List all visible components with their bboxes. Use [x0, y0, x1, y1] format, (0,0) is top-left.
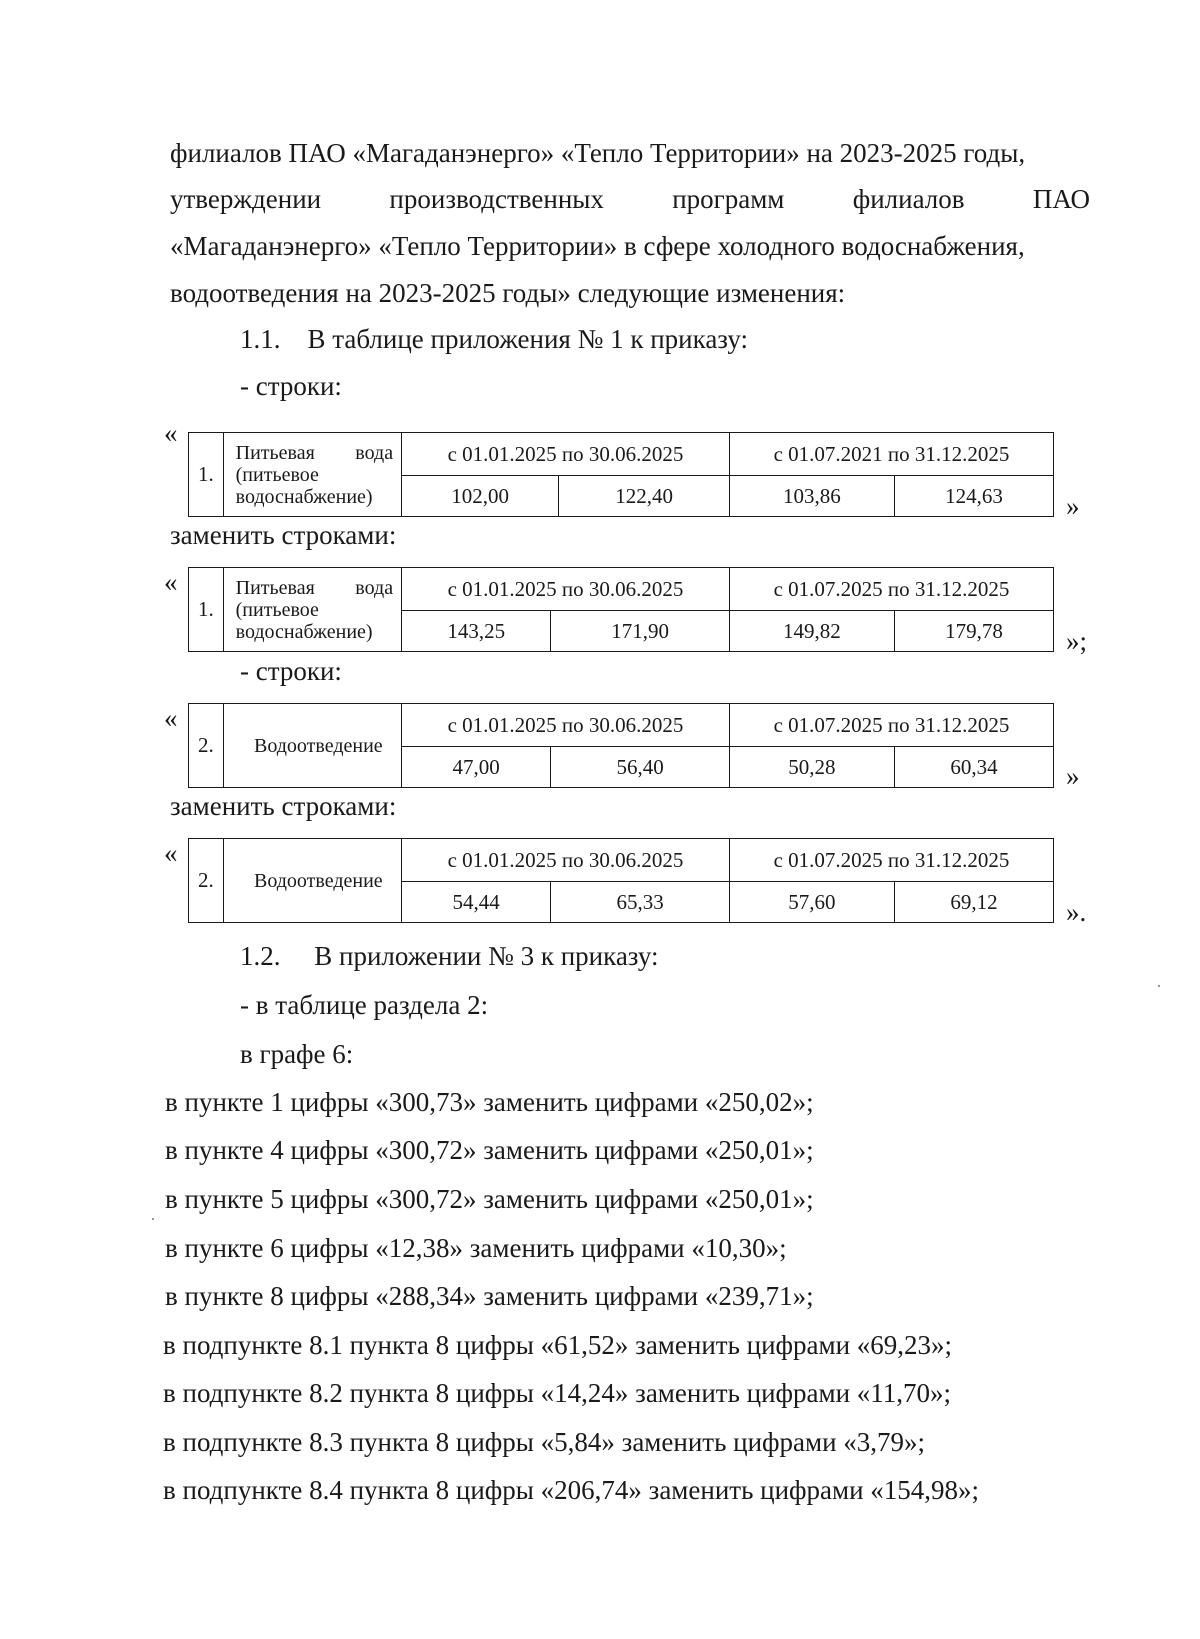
- tariff-value: 171,90: [551, 611, 730, 652]
- tariff-value: 57,60: [729, 882, 894, 923]
- period-header: с 01.01.2025 по 30.06.2025: [402, 704, 730, 747]
- intro-word: производственных: [389, 184, 604, 214]
- close-quote: »;: [1066, 626, 1088, 656]
- tariff-value: 122,40: [559, 476, 730, 517]
- period-header: с 01.07.2025 по 31.12.2025: [729, 568, 1053, 611]
- intro-word: утверждении: [170, 184, 322, 214]
- change-line: в подпункте 8.2 пункта 8 цифры «14,24» заменить цифрами «11,70»;: [163, 1378, 952, 1408]
- period-header: с 01.01.2025 по 30.06.2025: [402, 839, 730, 882]
- change-line: в подпункте 8.3 пункта 8 цифры «5,84» заменить цифрами «3,79»;: [163, 1427, 926, 1457]
- open-quote: «: [164, 418, 178, 448]
- close-quote: ».: [1066, 897, 1087, 927]
- section-line: - в таблице раздела 2:: [240, 990, 489, 1020]
- period-header: с 01.07.2021 по 31.12.2025: [729, 433, 1053, 476]
- column-line: в графе 6:: [240, 1039, 354, 1069]
- service-name: Водоотведение: [223, 839, 401, 923]
- open-quote: «: [164, 838, 178, 868]
- change-line: в пункте 4 цифры «300,72» заменить цифрами «250,01»;: [165, 1135, 814, 1165]
- period-header: с 01.01.2025 по 30.06.2025: [402, 433, 730, 476]
- tariff-value: 47,00: [402, 747, 551, 788]
- tariff-value: 149,82: [729, 611, 894, 652]
- tariff-table-2: [188, 567, 1054, 652]
- name-word: Питьевая: [235, 441, 315, 464]
- tariff-table-3: [188, 703, 1054, 788]
- row-number: 2.: [189, 839, 224, 923]
- intro-word: ПАО: [1032, 184, 1090, 214]
- tariff-value: 65,33: [551, 882, 730, 923]
- close-quote: »: [1066, 761, 1080, 791]
- intro-line-1: филиалов ПАО «Магаданэнерго» «Тепло Территории» на 2023-2025 годы,: [170, 138, 1026, 168]
- lines-label-2: - строки:: [240, 656, 342, 686]
- name-line: водоснабжение): [235, 620, 373, 643]
- lines-label-1: - строки:: [240, 371, 342, 401]
- change-line: в пункте 8 цифры «288,34» заменить цифрами «239,71»;: [165, 1281, 814, 1311]
- period-header: с 01.01.2025 по 30.06.2025: [402, 568, 730, 611]
- change-line: в пункте 1 цифры «300,73» заменить цифрами «250,02»;: [165, 1087, 814, 1117]
- tariff-table-4: [188, 838, 1054, 923]
- intro-word: программ: [672, 184, 785, 214]
- intro-line-4: водоотведения на 2023-2025 годы» следующие изменения:: [170, 278, 846, 308]
- intro-line-3: «Магаданэнерго» «Тепло Территории» в сфере холодного водоснабжения,: [170, 231, 1025, 261]
- change-line: в пункте 6 цифры «12,38» заменить цифрами «10,30»;: [165, 1233, 787, 1263]
- change-line: в пункте 5 цифры «300,72» заменить цифрами «250,01»;: [165, 1184, 814, 1214]
- service-name: [223, 568, 401, 652]
- tariff-value: 103,86: [729, 476, 894, 517]
- tariff-value: 54,44: [402, 882, 551, 923]
- open-quote: «: [164, 567, 178, 597]
- tariff-value: 60,34: [894, 747, 1053, 788]
- name-word: вода: [355, 576, 394, 599]
- name-line: (питьевое: [235, 598, 319, 621]
- close-quote: »: [1066, 491, 1080, 521]
- intro-line-2: [170, 183, 1090, 215]
- name-word: Питьевая: [235, 576, 315, 599]
- row-number: 2.: [189, 704, 224, 788]
- tariff-value: 124,63: [894, 476, 1053, 517]
- intro-word: филиалов: [852, 184, 965, 214]
- name-line: водоснабжение): [235, 485, 373, 508]
- row-number: 1.: [189, 568, 224, 652]
- scan-speck: [1158, 985, 1160, 987]
- item-1-2: 1.2. В приложении № 3 к приказу:: [240, 941, 659, 971]
- tariff-value: 50,28: [729, 747, 894, 788]
- tariff-value: 102,00: [402, 476, 559, 517]
- tariff-value: 179,78: [894, 611, 1053, 652]
- tariff-value: 143,25: [402, 611, 551, 652]
- tariff-value: 56,40: [551, 747, 730, 788]
- change-line: в подпункте 8.1 пункта 8 цифры «61,52» заменить цифрами «69,23»;: [163, 1330, 953, 1360]
- replace-label-1: заменить строками:: [170, 520, 397, 550]
- tariff-table-1: [188, 432, 1054, 517]
- open-quote: «: [164, 703, 178, 733]
- row-number: 1.: [189, 433, 224, 517]
- name-word: вода: [355, 441, 394, 464]
- name-line: (питьевое: [235, 463, 319, 486]
- period-header: с 01.07.2025 по 31.12.2025: [729, 839, 1053, 882]
- scan-speck: [152, 1218, 154, 1220]
- tariff-value: 69,12: [894, 882, 1053, 923]
- service-name: [223, 433, 401, 517]
- change-line: в подпункте 8.4 пункта 8 цифры «206,74» заменить цифрами «154,98»;: [163, 1475, 980, 1505]
- service-name: Водоотведение: [223, 704, 401, 788]
- period-header: с 01.07.2025 по 31.12.2025: [729, 704, 1053, 747]
- item-1-1: 1.1. В таблице приложения № 1 к приказу:: [240, 324, 749, 354]
- replace-label-2: заменить строками:: [170, 791, 397, 821]
